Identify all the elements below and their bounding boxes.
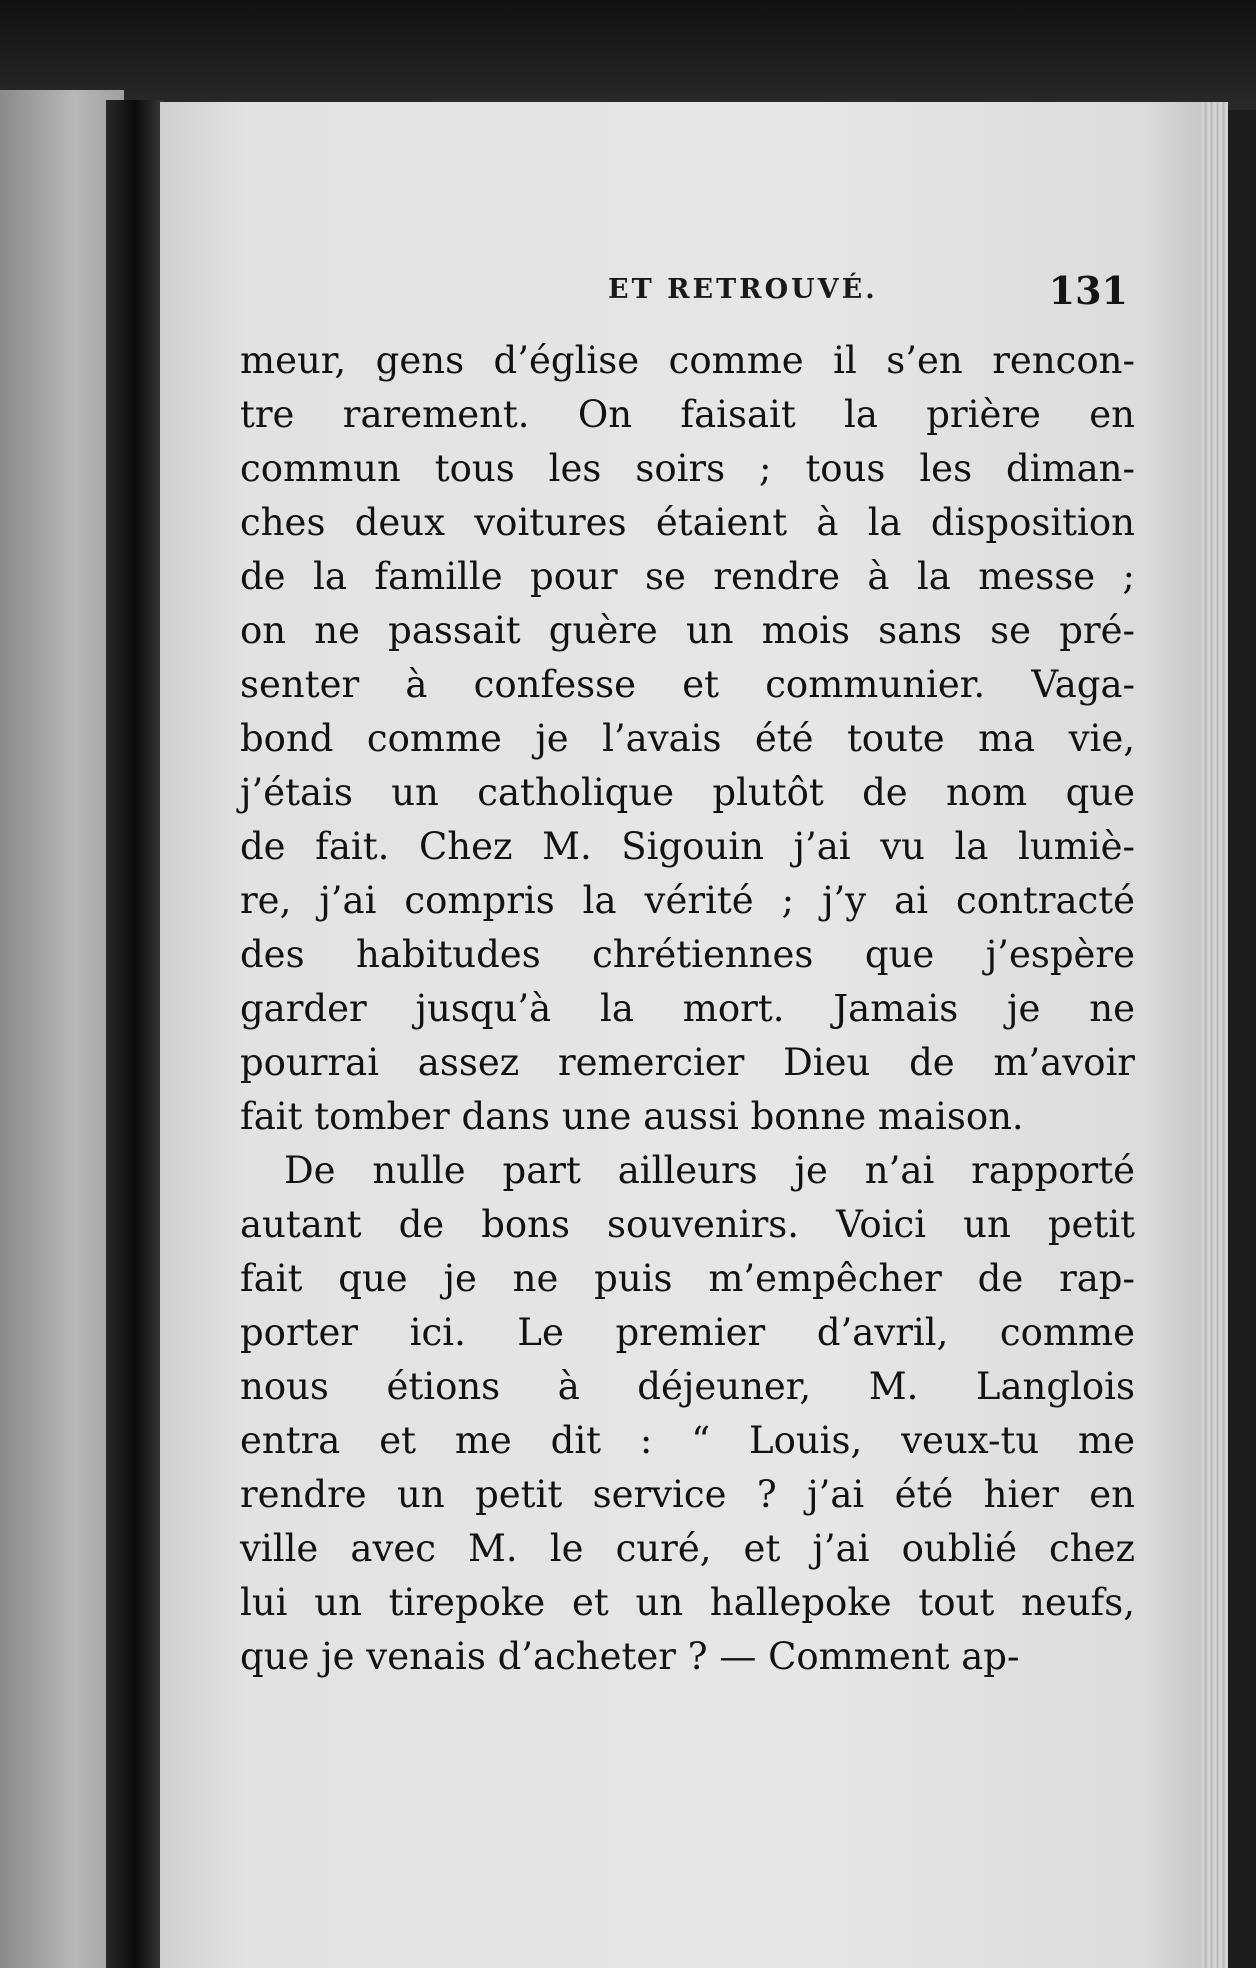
text-line: rendre un petit service ? j’ai été hier en (240, 1473, 1135, 1516)
running-head (248, 268, 1128, 328)
page-number: 131 (1048, 268, 1128, 313)
text-line: De nulle part ailleurs je n’ai rapporté (284, 1149, 1135, 1192)
body-text (240, 334, 1135, 1684)
text-line: senter à confesse et communier. Vaga- (240, 663, 1135, 706)
page-fore-edge (1200, 102, 1228, 1968)
book-gutter (106, 100, 164, 1968)
text-line: des habitudes chrétiennes que j’espère (240, 933, 1135, 976)
text-line: meur, gens d’église comme il s’en rencon- (240, 339, 1135, 382)
text-line: ches deux voitures étaient à la disposition (240, 501, 1135, 544)
text-line: pourrai assez remercier Dieu de m’avoir (240, 1041, 1135, 1084)
text-line: on ne passait guère un mois sans se pré- (240, 609, 1135, 652)
text-line: que je venais d’acheter ? — Comment ap- (240, 1635, 1020, 1678)
text-line: fait que je ne puis m’empêcher de rap- (240, 1257, 1135, 1300)
scan-top-shadow (0, 0, 1256, 110)
text-line: de la famille pour se rendre à la messe ; (240, 555, 1135, 598)
text-line: entra et me dit : “ Louis, veux-tu me (240, 1419, 1135, 1462)
text-line: de fait. Chez M. Sigouin j’ai vu la lumiè- (240, 825, 1135, 868)
text-line: lui un tirepoke et un hallepoke tout neufs, (240, 1581, 1135, 1624)
text-line: nous étions à déjeuner, M. Langlois (240, 1365, 1135, 1408)
text-line: bond comme je l’avais été toute ma vie, (240, 717, 1135, 760)
text-line: ville avec M. le curé, et j’ai oublié chez (240, 1527, 1135, 1570)
text-line: tre rarement. On faisait la prière en (240, 393, 1135, 436)
text-line: autant de bons souvenirs. Voici un petit (240, 1203, 1135, 1246)
text-line: garder jusqu’à la mort. Jamais je ne (240, 987, 1135, 1030)
text-line: fait tomber dans une aussi bonne maison. (240, 1095, 1024, 1138)
running-title: ET RETROUVÉ. (608, 274, 878, 305)
text-line: j’étais un catholique plutôt de nom que (240, 771, 1135, 814)
text-line: porter ici. Le premier d’avril, comme (240, 1311, 1135, 1354)
paragraph (240, 1144, 1135, 1684)
text-line: commun tous les soirs ; tous les diman- (240, 447, 1135, 490)
book-page (160, 102, 1228, 1968)
text-line: re, j’ai compris la vérité ; j’y ai contracté (240, 879, 1135, 922)
paragraph (240, 334, 1135, 1144)
